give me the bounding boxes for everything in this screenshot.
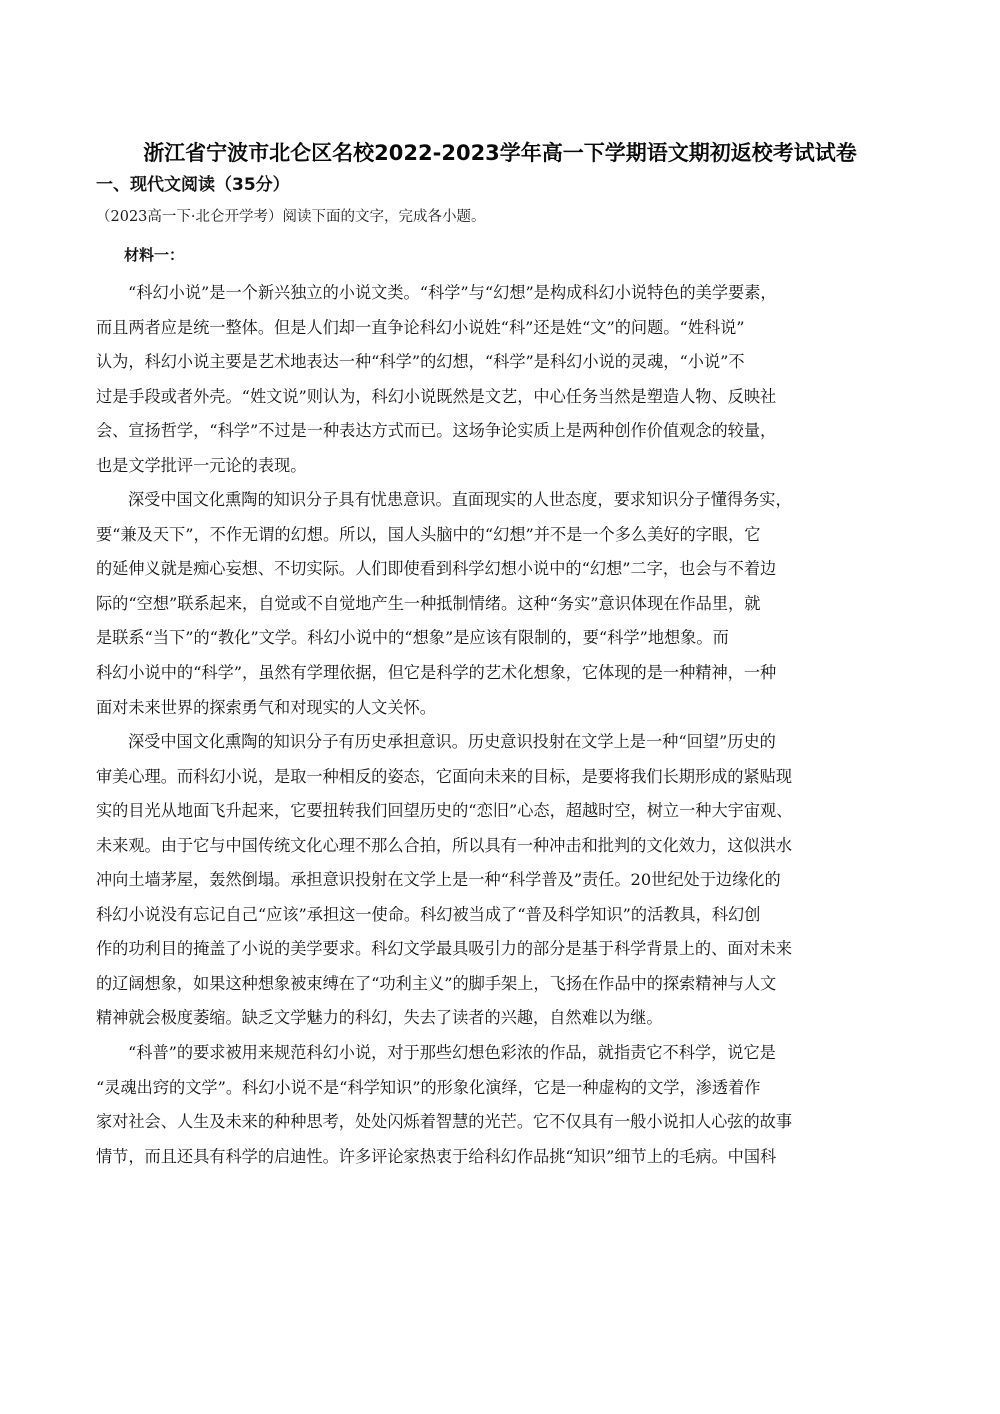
text-line: 面对未来世界的探索勇气和对现实的人文关怀。 (96, 697, 436, 717)
text-line: 的延伸义就是痴心妄想、不切实际。人们即使看到科学幻想小说中的“幻想”二字，也会与不着边 (96, 559, 777, 579)
text-line: 深受中国文化熏陶的知识分子有历史承担意识。历史意识投射在文学上是一种“回望”历史的 (128, 732, 776, 752)
text-line: 实的目光从地面飞升起来，它要扭转我们回望历史的“恋旧”心态，超越时空，树立一种大宇宙观、 (96, 801, 793, 821)
text-line: 作的功利目的掩盖了小说的美学要求。科幻文学最具吸引力的部分是基于科学背景上的、面对未来 (96, 939, 793, 959)
reading-passage (96, 276, 916, 1174)
text-line: 深受中国文化熏陶的知识分子具有忧患意识。直面现实的人世态度，要求知识分子懂得务实， (128, 490, 792, 510)
text-line: 是联系“当下”的“教化”文学。科幻小说中的“想象”是应该有限制的，要“科学”地想象。而 (96, 628, 729, 648)
text-line: 际的“空想”联系起来，自觉或不自觉地产生一种抵制情绪。这种“务实”意识体现在作品里，就 (96, 593, 761, 613)
text-line: 要“兼及天下”，不作无谓的幻想。所以，国人头脑中的“幻想”并不是一个多么美好的字眼，它 (96, 524, 761, 544)
text-line: 情节，而且还具有科学的启迪性。许多评论家热衷于给科幻作品挑“知识”细节上的毛病。中国科 (96, 1146, 777, 1166)
material-label: 材料一： (124, 246, 185, 264)
text-line: 过是手段或者外壳。“姓文说”则认为，科幻小说既然是文艺，中心任务当然是塑造人物、反映社 (96, 386, 777, 406)
text-line: 而且两者应是统一整体。但是人们却一直争论科幻小说姓“科”还是姓“文”的问题。“姓科说” (96, 317, 745, 337)
text-line: 也是文学批评一元论的表现。 (96, 455, 307, 475)
paragraph (96, 725, 916, 1036)
text-line: 审美心理。而科幻小说，是取一种相反的姿态，它面向未来的目标，是要将我们长期形成的紧贴现 (96, 766, 793, 786)
paragraph (96, 483, 916, 725)
text-line: 认为，科幻小说主要是艺术地表达一种“科学”的幻想，“科学”是科幻小说的灵魂，“小说”不 (96, 352, 745, 372)
text-line: 科幻小说没有忘记自己“应该”承担这一使命。科幻被当成了“普及科学知识”的活教具，科幻创 (96, 904, 761, 924)
text-line: 会、宣扬哲学，“科学”不过是一种表达方式而已。这场争论实质上是两种创作价值观念的较量， (96, 421, 777, 441)
reading-instruction: （2023高一下·北仑开学考）阅读下面的文字，完成各小题。 (96, 209, 486, 225)
section-heading: 一、现代文阅读（35分） (96, 175, 290, 195)
text-line: “科幻小说”是一个新兴独立的小说文类。“科学”与“幻想”是构成科幻小说特色的美学要素， (128, 283, 777, 302)
paragraph (96, 1036, 916, 1174)
text-line: 冲向土墙茅屋，轰然倒塌。承担意识投射在文学上是一种“科学普及”责任。20世纪处于边缘化的 (96, 870, 781, 890)
text-line: “灵魂出窍的文学”。科幻小说不是“科学知识”的形象化演绎，它是一种虚构的文学，渗透着作 (96, 1077, 761, 1097)
text-line: 的辽阔想象，如果这种想象被束缚在了“功利主义”的脚手架上，飞扬在作品中的探索精神与人文 (96, 973, 777, 993)
text-line: 家对社会、人生及未来的种种思考，处处闪烁着智慧的光芒。它不仅具有一般小说扣人心弦的故事 (96, 1112, 793, 1132)
text-line: “科普”的要求被用来规范科幻小说，对于那些幻想色彩浓的作品，就指责它不科学，说它是 (128, 1043, 776, 1063)
paragraph (96, 276, 916, 483)
exam-title: 浙江省宁波市北仑区名校2022-2023学年高一下学期语文期初返校考试试卷 (143, 141, 857, 165)
text-line: 未来观。由于它与中国传统文化心理不那么合拍，所以具有一种冲击和批判的文化效力，这似洪水 (96, 835, 793, 855)
text-line: 科幻小说中的“科学”，虽然有学理依据，但它是科学的艺术化想象，它体现的是一种精神，一种 (96, 663, 777, 683)
text-line: 精神就会极度萎缩。缺乏文学魅力的科幻，失去了读者的兴趣，自然难以为继。 (96, 1008, 663, 1028)
